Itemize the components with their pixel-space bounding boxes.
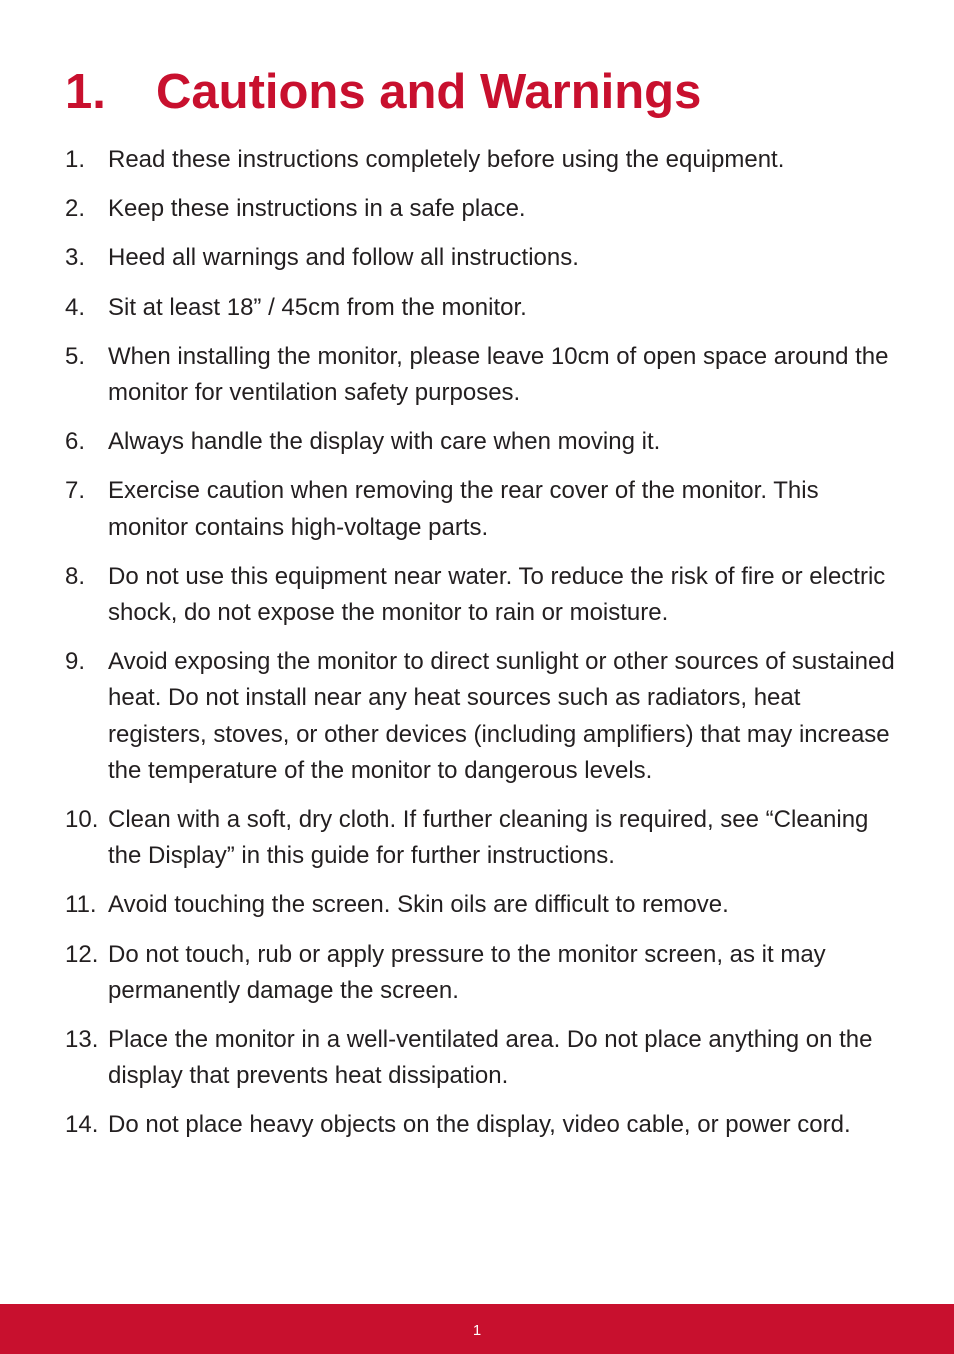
item-text: Keep these instructions in a safe place.	[108, 195, 526, 223]
list-item	[65, 290, 895, 326]
item-text: Heed all warnings and follow all instructions.	[108, 244, 579, 272]
item-text: Avoid exposing the monitor to direct sunlight or other sources of sustained heat. Do not install near any heat sources such as radiators, heat registers, stoves, or other devices (including amplifiers) that may increase the temperature of the monitor to dangerous levels.	[108, 648, 895, 784]
item-text: Exercise caution when removing the rear cover of the monitor. This monitor contains high-voltage parts.	[108, 477, 819, 541]
footer-bar	[0, 1304, 954, 1354]
section-title: Cautions and Warnings	[156, 65, 702, 119]
item-text: Do not touch, rub or apply pressure to the monitor screen, as it may permanently damage the screen.	[108, 940, 826, 1004]
cautions-list	[65, 142, 895, 1157]
list-item	[65, 802, 895, 874]
item-text: Avoid touching the screen. Skin oils are difficult to remove.	[108, 891, 729, 919]
page-title	[65, 58, 701, 126]
list-item	[65, 887, 895, 923]
list-item	[65, 473, 895, 545]
list-item	[65, 339, 895, 411]
item-number: 13.	[65, 1026, 99, 1054]
item-text: Do not use this equipment near water. To reduce the risk of fire or electric shock, do not expose the monitor to rain or moisture.	[108, 562, 886, 627]
item-text: Read these instructions completely before using the equipment.	[108, 146, 785, 173]
item-number: 4.	[65, 293, 86, 321]
list-item	[65, 240, 895, 276]
item-number: 7.	[65, 477, 86, 505]
list-item	[65, 1107, 895, 1143]
item-number: 14.	[65, 1111, 99, 1139]
item-number: 3.	[65, 244, 86, 272]
item-number: 12.	[65, 940, 99, 968]
item-number: 5.	[65, 342, 86, 370]
item-number: 6.	[65, 428, 86, 456]
item-number: 8.	[65, 562, 86, 590]
item-number: 1.	[65, 146, 86, 173]
item-text: Always handle the display with care when moving it.	[108, 428, 661, 456]
list-item	[65, 424, 895, 460]
list-item	[65, 142, 895, 178]
section-number: 1.	[65, 65, 106, 119]
item-number: 9.	[65, 648, 86, 676]
item-number: 11.	[65, 891, 97, 919]
list-item	[65, 1022, 895, 1094]
item-text: Place the monitor in a well-ventilated area. Do not place anything on the display that prevents heat dissipation.	[108, 1026, 873, 1090]
item-number: 10.	[65, 806, 99, 834]
item-text: When installing the monitor, please leave 10cm of open space around the monitor for ventilation safety purposes.	[108, 342, 889, 407]
list-item	[65, 644, 895, 789]
list-item	[65, 937, 895, 1009]
item-text: Do not place heavy objects on the display, video cable, or power cord.	[108, 1111, 851, 1139]
list-item	[65, 191, 895, 227]
page-number: 1	[472, 1322, 482, 1339]
item-text: Sit at least 18” / 45cm from the monitor.	[108, 293, 527, 321]
item-number: 2.	[65, 195, 86, 223]
item-text: Clean with a soft, dry cloth. If further cleaning is required, see “Cleaning the Display” in this guide for further instructions.	[108, 806, 869, 870]
list-item	[65, 559, 895, 631]
